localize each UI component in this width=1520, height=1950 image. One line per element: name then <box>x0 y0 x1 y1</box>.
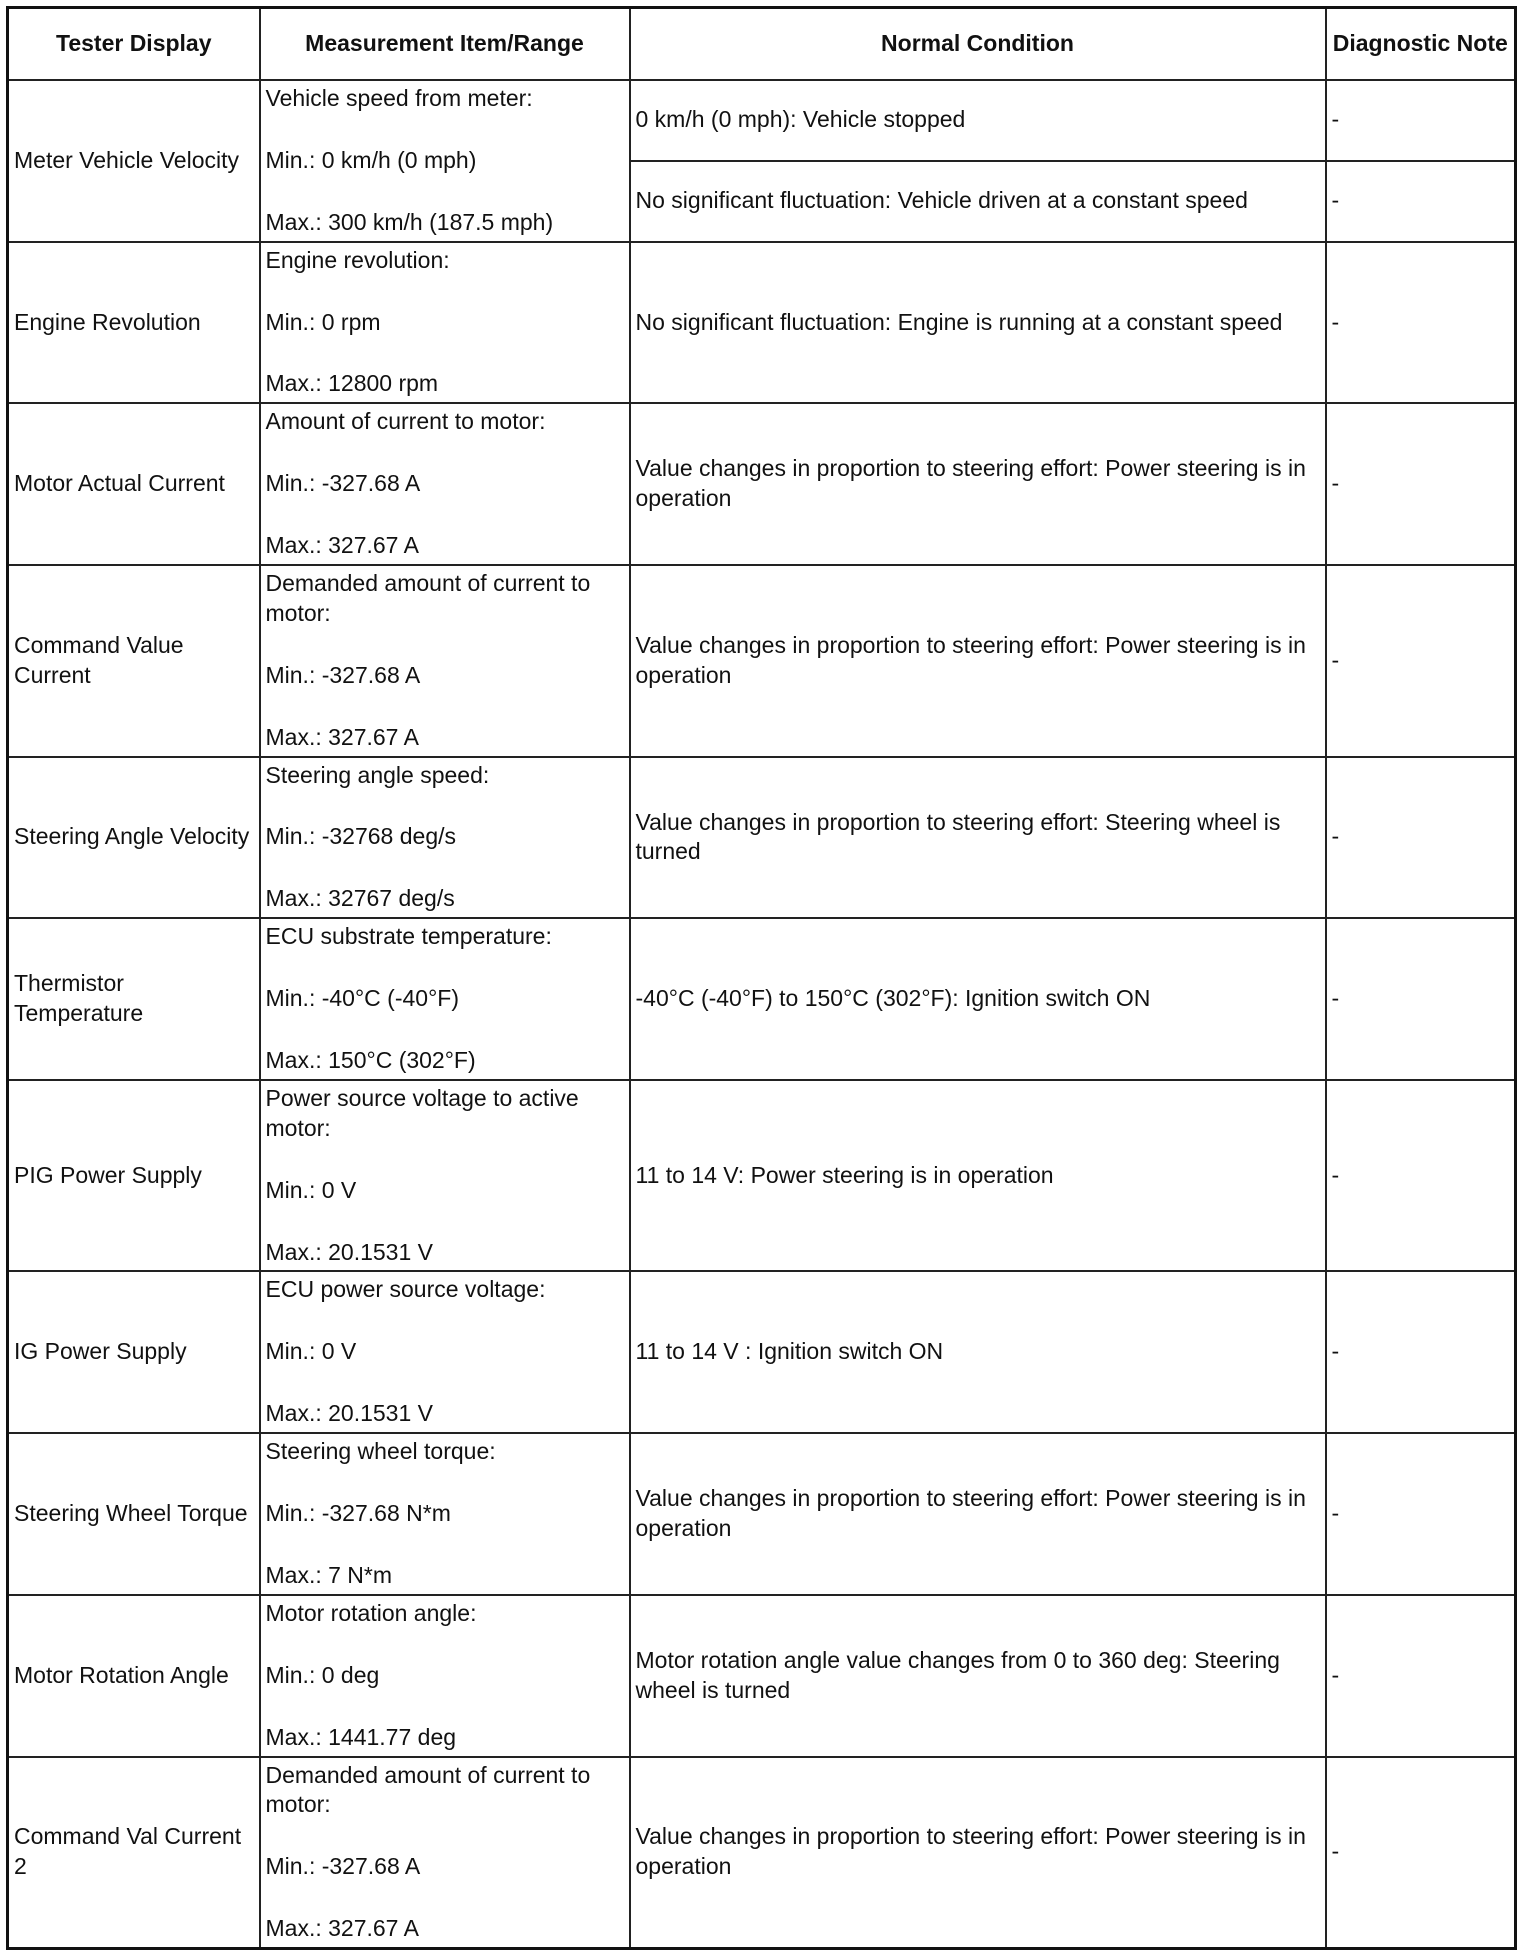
range-max: Max.: 32767 deg/s <box>265 885 455 912</box>
measurement-cell <box>260 403 630 565</box>
measurement-cell <box>260 757 630 919</box>
range-max: Max.: 150°C (302°F) <box>265 1047 476 1074</box>
measurement-cell <box>260 1757 630 1949</box>
table-row <box>8 565 1516 757</box>
normal-condition-cell: Value changes in proportion to steering effort: Steering wheel is turned <box>630 757 1326 919</box>
measurement-item: Motor rotation angle: <box>265 1599 477 1626</box>
diagnostic-note-cell: - <box>1326 757 1516 919</box>
data-list-table <box>6 6 1517 1950</box>
measurement-cell <box>260 1433 630 1595</box>
range-max: Max.: 327.67 A <box>265 532 419 559</box>
tester-display-cell: Meter Vehicle Velocity <box>8 80 260 242</box>
diagnostic-note-cell: - <box>1326 565 1516 757</box>
tester-display-cell: Command Value Current <box>8 565 260 757</box>
measurement-cell <box>260 1595 630 1757</box>
header-tester-display: Tester Display <box>8 8 260 81</box>
range-min: Min.: -327.68 A <box>265 661 421 688</box>
tester-display-cell: Motor Actual Current <box>8 403 260 565</box>
range-min: Min.: 0 V <box>265 1338 357 1365</box>
range-min: Min.: 0 rpm <box>265 308 381 335</box>
normal-condition-cell: No significant fluctuation: Engine is running at a constant speed <box>630 242 1326 404</box>
measurement-item: Demanded amount of current to motor: <box>265 570 591 626</box>
range-max: Max.: 20.1531 V <box>265 1400 433 1427</box>
tester-display-cell: IG Power Supply <box>8 1271 260 1433</box>
normal-condition-cell: 11 to 14 V : Ignition switch ON <box>630 1271 1326 1433</box>
range-min: Min.: -327.68 A <box>265 1853 421 1880</box>
measurement-item: Power source voltage to active motor: <box>265 1084 579 1141</box>
tester-display-cell: Engine Revolution <box>8 242 260 404</box>
normal-condition-cell: -40°C (-40°F) to 150°C (302°F): Ignition switch ON <box>630 918 1326 1080</box>
tester-display-cell: Motor Rotation Angle <box>8 1595 260 1757</box>
table-row <box>8 1271 1516 1433</box>
table-header-row <box>8 8 1516 81</box>
diagnostic-note-cell: - <box>1326 242 1516 404</box>
range-max: Max.: 300 km/h (187.5 mph) <box>265 208 554 235</box>
range-min: Min.: -327.68 A <box>265 470 421 497</box>
header-diagnostic-note: Diagnostic Note <box>1326 8 1516 81</box>
tester-display-cell: Steering Wheel Torque <box>8 1433 260 1595</box>
range-max: Max.: 327.67 A <box>265 1915 419 1942</box>
table-row <box>8 757 1516 919</box>
document-page <box>6 6 1514 1942</box>
table-row <box>8 242 1516 404</box>
measurement-item: ECU substrate temperature: <box>265 923 552 950</box>
table-row <box>8 1433 1516 1595</box>
measurement-item: Vehicle speed from meter: <box>265 85 533 111</box>
measurement-cell <box>260 242 630 404</box>
normal-condition-cell: Value changes in proportion to steering effort: Power steering is in operation <box>630 1433 1326 1595</box>
diagnostic-note-cell: - <box>1326 161 1516 242</box>
normal-condition-cell: 0 km/h (0 mph): Vehicle stopped <box>630 80 1326 161</box>
header-normal-condition: Normal Condition <box>630 8 1326 81</box>
diagnostic-note-cell: - <box>1326 1757 1516 1949</box>
diagnostic-note-cell: - <box>1326 1433 1516 1595</box>
header-measurement: Measurement Item/Range <box>260 8 630 81</box>
table-row <box>8 80 1516 161</box>
measurement-cell <box>260 1080 630 1272</box>
tester-display-cell: Steering Angle Velocity <box>8 757 260 919</box>
normal-condition-cell: No significant fluctuation: Vehicle driven at a constant speed <box>630 161 1326 242</box>
measurement-cell <box>260 565 630 757</box>
tester-display-cell: PIG Power Supply <box>8 1080 260 1272</box>
normal-condition-cell: 11 to 14 V: Power steering is in operation <box>630 1080 1326 1272</box>
normal-condition-cell: Value changes in proportion to steering effort: Power steering is in operation <box>630 403 1326 565</box>
range-min: Min.: 0 deg <box>265 1661 380 1688</box>
diagnostic-note-cell: - <box>1326 1080 1516 1272</box>
range-min: Min.: 0 V <box>265 1176 357 1203</box>
normal-condition-cell: Value changes in proportion to steering effort: Power steering is in operation <box>630 1757 1326 1949</box>
measurement-item: ECU power source voltage: <box>265 1276 546 1303</box>
measurement-item: Engine revolution: <box>265 246 450 273</box>
measurement-item: Steering wheel torque: <box>265 1438 496 1465</box>
measurement-cell <box>260 1271 630 1433</box>
range-max: Max.: 1441.77 deg <box>265 1723 457 1750</box>
measurement-item: Demanded amount of current to motor: <box>265 1761 591 1818</box>
range-max: Max.: 327.67 A <box>265 723 419 750</box>
table-row <box>8 918 1516 1080</box>
table-row <box>8 1080 1516 1272</box>
measurement-cell <box>260 918 630 1080</box>
range-min: Min.: -32768 deg/s <box>265 823 457 850</box>
measurement-item: Steering angle speed: <box>265 761 490 788</box>
range-max: Max.: 7 N*m <box>265 1561 393 1588</box>
measurement-cell <box>260 80 630 242</box>
tester-display-cell: Command Val Current 2 <box>8 1757 260 1949</box>
diagnostic-note-cell: - <box>1326 1271 1516 1433</box>
table-row <box>8 1757 1516 1949</box>
tester-display-cell: Thermistor Temperature <box>8 918 260 1080</box>
diagnostic-note-cell: - <box>1326 918 1516 1080</box>
table-row <box>8 1595 1516 1757</box>
range-max: Max.: 12800 rpm <box>265 370 439 397</box>
diagnostic-note-cell: - <box>1326 403 1516 565</box>
range-min: Min.: -40°C (-40°F) <box>265 985 459 1012</box>
normal-condition-cell: Value changes in proportion to steering effort: Power steering is in operation <box>630 565 1326 757</box>
normal-condition-cell: Motor rotation angle value changes from 0 to 360 deg: Steering wheel is turned <box>630 1595 1326 1757</box>
measurement-item: Amount of current to motor: <box>265 408 546 435</box>
table-body <box>8 80 1516 1949</box>
diagnostic-note-cell: - <box>1326 80 1516 161</box>
table-row <box>8 403 1516 565</box>
range-min: Min.: 0 km/h (0 mph) <box>265 146 477 173</box>
diagnostic-note-cell: - <box>1326 1595 1516 1757</box>
range-max: Max.: 20.1531 V <box>265 1238 433 1265</box>
range-min: Min.: -327.68 N*m <box>265 1500 451 1527</box>
